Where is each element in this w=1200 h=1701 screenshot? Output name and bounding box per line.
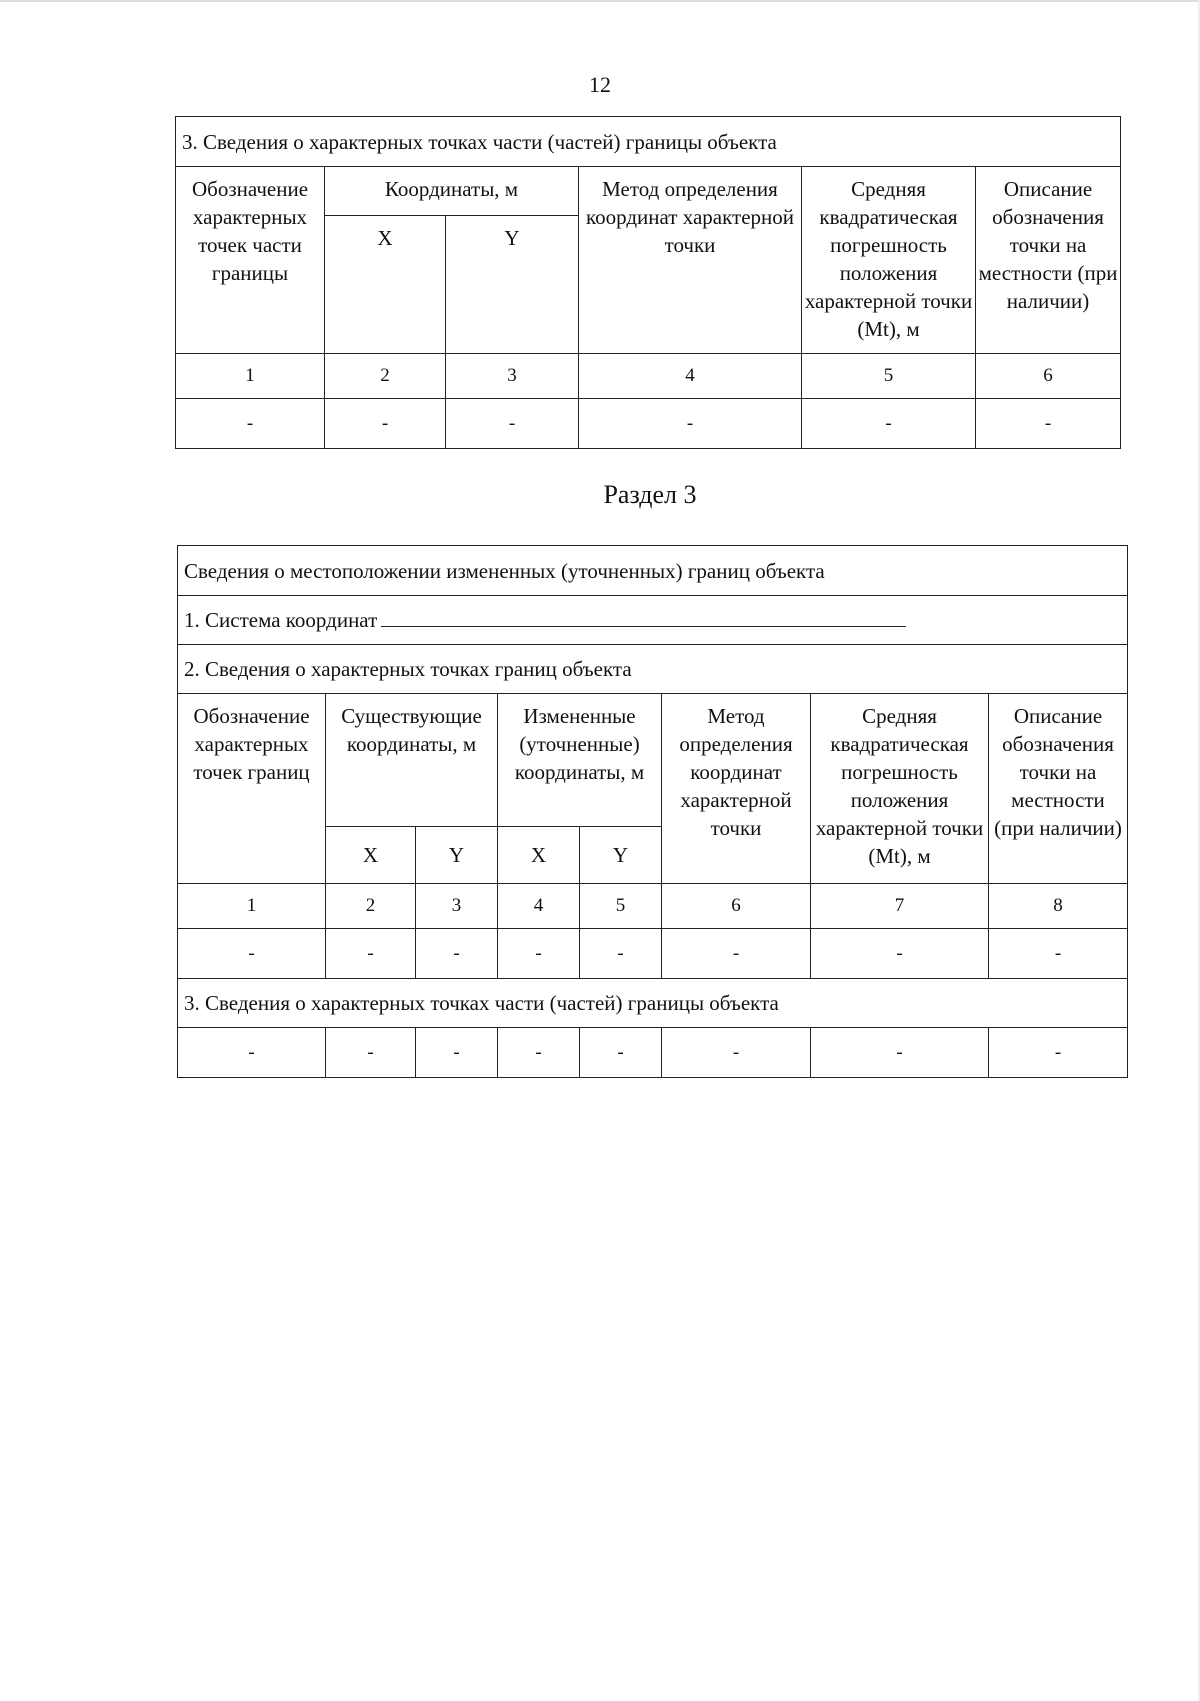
- column-number: 6: [662, 884, 811, 929]
- changed-borders-table: [177, 545, 1128, 1078]
- column-number: 5: [802, 354, 976, 399]
- header-designation: Обозначение характерных точек части границы: [176, 167, 325, 354]
- table2-title: Сведения о местоположении измененных (уточненных) границ объекта: [178, 546, 1128, 596]
- column-number: 3: [416, 884, 498, 929]
- table-cell: -: [326, 1028, 416, 1078]
- table-cell: -: [811, 1028, 989, 1078]
- table-cell: -: [811, 929, 989, 979]
- table-cell: -: [580, 929, 662, 979]
- part-points-table: [175, 116, 1121, 449]
- section-title: Раздел 3: [603, 480, 697, 509]
- column-number: 1: [176, 354, 325, 399]
- header-method: Метод определения координат характерной точки: [579, 167, 802, 354]
- header-existing-coordinates: Существующие координаты, м: [326, 694, 498, 827]
- table-cell: -: [178, 929, 326, 979]
- header-error: Средняя квадратическая погрешность положения характерной точки (Mt), м: [802, 167, 976, 354]
- coordinate-system-blank: [381, 606, 906, 627]
- part-title: 3. Сведения о характерных точках части (частей) границы объекта: [178, 979, 1128, 1028]
- table-cell: -: [416, 1028, 498, 1078]
- column-number: 2: [325, 354, 446, 399]
- table-cell: -: [498, 929, 580, 979]
- header-coordinates: Координаты, м: [325, 167, 579, 216]
- header-changed-coordinates: Измененные (уточненные) координаты, м: [498, 694, 662, 827]
- table-cell: -: [326, 929, 416, 979]
- table-cell: -: [580, 1028, 662, 1078]
- table-cell: -: [176, 399, 325, 449]
- header-description: Описание обозначения точки на местности (при наличии): [989, 694, 1128, 884]
- table-cell: -: [446, 399, 579, 449]
- table-cell: -: [976, 399, 1121, 449]
- header-x: X: [326, 827, 416, 884]
- coordinate-system-label: 1. Система координат: [184, 608, 378, 632]
- table1-title: 3. Сведения о характерных точках части (частей) границы объекта: [176, 117, 1121, 167]
- column-number: 2: [326, 884, 416, 929]
- column-number: 3: [446, 354, 579, 399]
- header-method: Метод определения координат характерной точки: [662, 694, 811, 884]
- table-cell: -: [662, 929, 811, 979]
- table-cell: -: [579, 399, 802, 449]
- column-number: 6: [976, 354, 1121, 399]
- header-error: Средняя квадратическая погрешность положения характерной точки (Mt), м: [811, 694, 989, 884]
- column-number: 4: [498, 884, 580, 929]
- column-number: 1: [178, 884, 326, 929]
- table-cell: -: [178, 1028, 326, 1078]
- header-x: X: [325, 216, 446, 354]
- table-cell: -: [325, 399, 446, 449]
- header-y: Y: [416, 827, 498, 884]
- header-description: Описание обозначения точки на местности (при наличии): [976, 167, 1121, 354]
- column-number: 5: [580, 884, 662, 929]
- table-cell: -: [802, 399, 976, 449]
- table2-subtitle: 2. Сведения о характерных точках границ объекта: [178, 645, 1128, 694]
- table-cell: -: [498, 1028, 580, 1078]
- page-number: 12: [589, 72, 611, 97]
- header-x: X: [498, 827, 580, 884]
- scan-edge-top: [0, 0, 1200, 2]
- table-cell: -: [416, 929, 498, 979]
- header-y: Y: [446, 216, 579, 354]
- table-cell: -: [662, 1028, 811, 1078]
- table-cell: -: [989, 1028, 1128, 1078]
- table-cell: -: [989, 929, 1128, 979]
- column-number: 8: [989, 884, 1128, 929]
- header-designation: Обозначение характерных точек границ: [178, 694, 326, 884]
- column-number: 7: [811, 884, 989, 929]
- header-y: Y: [580, 827, 662, 884]
- coordinate-system-row: [178, 596, 1128, 645]
- column-number: 4: [579, 354, 802, 399]
